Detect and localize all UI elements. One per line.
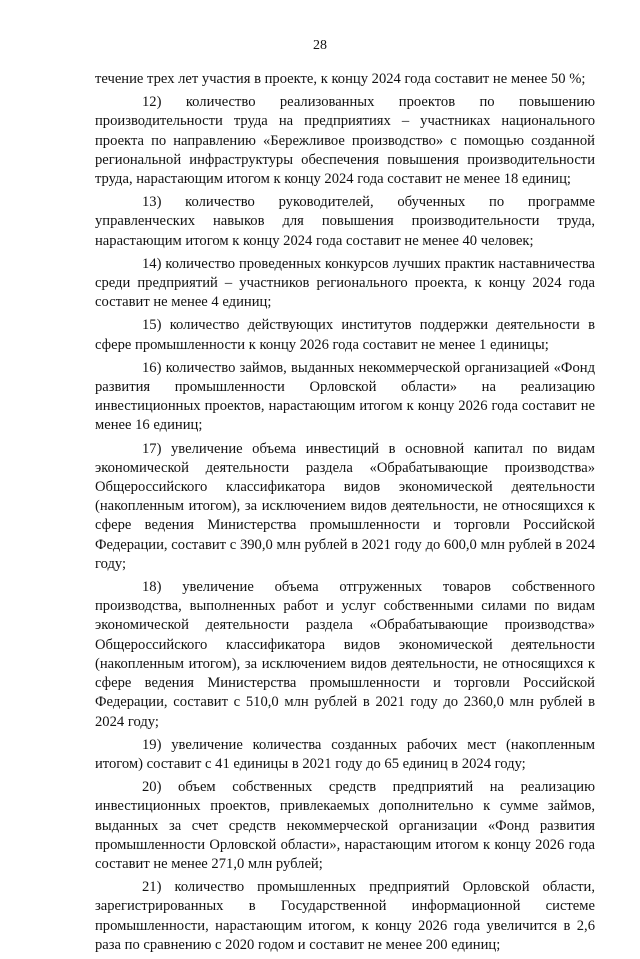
paragraph-continuation: течение трех лет участия в проекте, к концу 2024 года составит не менее 50 %; — [95, 71, 586, 87]
document-body — [95, 70, 595, 959]
page-number: 28 — [313, 38, 327, 53]
paragraph-item-21: 21) количество промышленных предприятий Орловской области, зарегистрированных в Государственной информационной системе промышленности, нарастающим итогом, к концу 2026 года увеличится в 2,6 раза по сравнению с 2020 годом и составит не менее 200 единиц; — [95, 879, 595, 953]
paragraph-item-20: 20) объем собственных средств предприятий на реализацию инвестиционных проектов, привлекаемых дополнительно к сумме займов, выданных за счет средств некоммерческой организации «Фонд развития промышленности Орловской области», нарастающим итогом к концу 2026 года составит не менее 271,0 млн рублей; — [95, 779, 595, 872]
paragraph-item-15: 15) количество действующих институтов поддержки деятельности в сфере промышленности к концу 2026 года составит не менее 1 единицы; — [95, 317, 595, 353]
paragraph-item-14: 14) количество проведенных конкурсов лучших практик наставничества среди предприятий – участников регионального проекта, к концу 2024 года составит не менее 4 единиц; — [95, 255, 595, 311]
paragraph-item-17: 17) увеличение объема инвестиций в основной капитал по видам экономической деятельности раздела «Обрабатывающие производства» Общероссийского классификатора видов экономической деятельности (накопленным итогом), за исключением видов деятельности, не относящихся к сфере ведения Министерства промышленности и торговли Российской Федерации, составит с 390,0 млн рублей в 2021 году до 600,0 млн рублей в 2024 году; — [95, 440, 595, 572]
paragraph-item-18: 18) увеличение объема отгруженных товаров собственного производства, выполненных работ и услуг собственными силами по видам экономической деятельности раздела «Обрабатывающие производства» Общероссийского классификатора видов экономической деятельности (накопленным итогом), за исключением видов деятельности, не относящихся к сфере ведения Министерства промышленности и торговли Российской Федерации, составит с 510,0 млн рублей в 2021 году до 2360,0 млн рублей в 2024 году; — [95, 579, 595, 730]
paragraph-item-12: 12) количество реализованных проектов по повышению производительности труда на предприятиях – участниках национального проекта по направлению «Бережливое производство» с помощью созданной региональной инфраструктуры обеспечения повышения производительности труда, нарастающим итогом к концу 2024 года составит не менее 18 единиц; — [95, 94, 595, 188]
paragraph-item-19: 19) увеличение количества созданных рабочих мест (накопленным итогом) составит с 41 единицы в 2021 году до 65 единиц в 2024 году; — [95, 736, 595, 772]
paragraph-item-13: 13) количество руководителей, обученных по программе управленческих навыков для повышения производительности труда, нарастающим итогом к концу 2024 года составит не менее 40 человек; — [95, 194, 595, 249]
paragraph-item-16: 16) количество займов, выданных некоммерческой организацией «Фонд развития промышленности Орловской области» на реализацию инвестиционных проектов, нарастающим итогом к концу 2026 года составит не менее 16 единиц; — [95, 359, 595, 434]
